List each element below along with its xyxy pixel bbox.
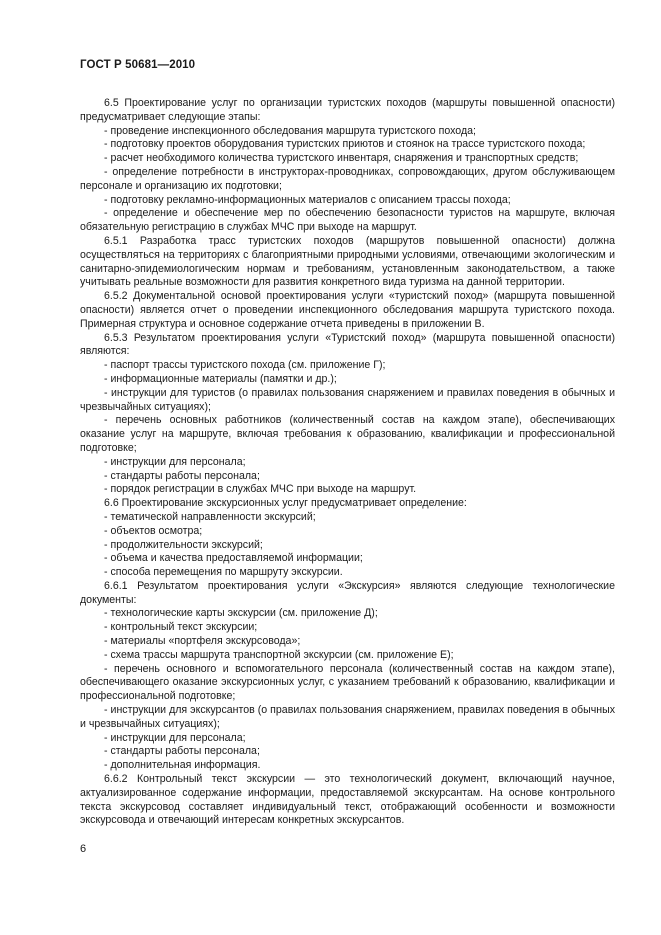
- list-item: - проведение инспекционного обследования маршрута туристского похода;: [104, 124, 476, 137]
- list-item: - дополнительная информация.: [104, 759, 261, 772]
- list-item: - материалы «портфеля экскурсовода»;: [104, 635, 301, 648]
- document-body: [80, 97, 615, 828]
- list-item: - стандарты работы персонала;: [104, 469, 260, 482]
- list-item: - тематической направленности экскурсий;: [104, 510, 316, 523]
- paragraph: 6.5 Проектирование услуг по организации туристских походов (маршруты повышенной опасности) предусматривает следующие этапы:: [80, 97, 615, 123]
- document-header: ГОСТ Р 50681—2010: [80, 59, 196, 71]
- paragraph: 6.5.3 Результатом проектирования услуги «Туристский поход» (маршрута повышенной опасности) являются:: [80, 331, 615, 358]
- list-item: - объема и качества предоставляемой информации;: [104, 552, 363, 565]
- paragraph: 6.5.2 Документальной основой проектирования услуги «туристский поход» (маршрута повышенной опасности) является отчет о проведении инспекционного обследования маршрута туристского похода. Примерная структура и основное содержание отчета приведены в приложении В.: [80, 290, 615, 330]
- list-item: - информационные материалы (памятки и др.);: [104, 372, 337, 385]
- list-item: - определение и обеспечение мер по обеспечению безопасности туристов на маршруте, включая обязательную регистрацию в службах МЧС при выходе на маршрут.: [80, 207, 615, 234]
- list-item: - контрольный текст экскурсии;: [104, 621, 258, 634]
- list-item: - паспорт трассы туристского похода (см. приложение Г);: [104, 359, 386, 372]
- list-item: - инструкции для персонала;: [104, 455, 246, 468]
- paragraph: 6.6.2 Контрольный текст экскурсии — это технологический документ, включающий научное, актуализированное содержание информации, предоставляемой экскурсантам. На основе контрольного текста экскурсовод составляет индивидуальный текст, отображающий особенности и возможности экскурсовода и отвечающий интересам конкретных экскурсантов.: [80, 773, 615, 827]
- list-item: - инструкции для экскурсантов (о правилах пользования снаряжением, правилах поведения в обычных и чрезвычайных ситуациях);: [80, 704, 615, 730]
- paragraph: 6.6 Проектирование экскурсионных услуг предусматривает определение:: [104, 497, 467, 510]
- list-item: - инструкции для туристов (о правилах пользования снаряжением и правилах поведения в обычных и чрезвычайных ситуациях);: [80, 386, 615, 413]
- list-item: - схема трассы маршрута транспортной экскурсии (см. приложение Е);: [104, 648, 454, 661]
- list-item: - инструкции для персонала;: [104, 731, 246, 744]
- list-item: - перечень основных работников (количественный состав на каждом этапе), обеспечивающих оказание услуг на маршруте, включая требования к образованию, квалификации и профессиональной подготовке;: [80, 414, 615, 454]
- page-number: 6: [80, 843, 87, 855]
- list-item: - стандарты работы персонала;: [104, 745, 260, 758]
- list-item: - определение потребности в инструкторах-проводниках, сопровождающих, другом обслуживающем персонале и организацию их подготовки;: [80, 165, 615, 192]
- list-item: - расчет необходимого количества туристского инвентаря, снаряжения и транспортных средств;: [104, 152, 579, 165]
- list-item: - подготовку рекламно-информационных материалов с описанием трассы похода;: [104, 193, 511, 206]
- list-item: - продолжительности экскурсий;: [104, 538, 263, 551]
- paragraph: 6.6.1 Результатом проектирования услуги «Экскурсия» являются следующие технологические документы:: [80, 579, 615, 606]
- list-item: - перечень основного и вспомогательного персонала (количественный состав на каждом этапе), обеспечивающего оказание экскурсионных услуг, с указанием требований к образованию, квалификации и профессиональной подготовке;: [80, 662, 615, 703]
- paragraph: 6.5.1 Разработка трасс туристских походов (маршрутов повышенной опасности) должна осуществляться на территориях с благоприятными природными условиями, отвечающими экологическим и санитарно-эпидемиологическим нормам и требованиям, установленным законодательством, а также учитывать реальные возможности для развития конкретного вида туризма на данной территории.: [80, 234, 615, 289]
- list-item: - способа перемещения по маршруту экскурсии.: [104, 566, 343, 579]
- list-item: - технологические карты экскурсии (см. приложение Д);: [104, 607, 378, 620]
- list-item: - объектов осмотра;: [104, 524, 203, 537]
- list-item: - подготовку проектов оборудования туристских приютов и стоянок на трассе туристского похода;: [104, 138, 586, 151]
- list-item: - порядок регистрации в службах МЧС при выходе на маршрут.: [104, 483, 417, 496]
